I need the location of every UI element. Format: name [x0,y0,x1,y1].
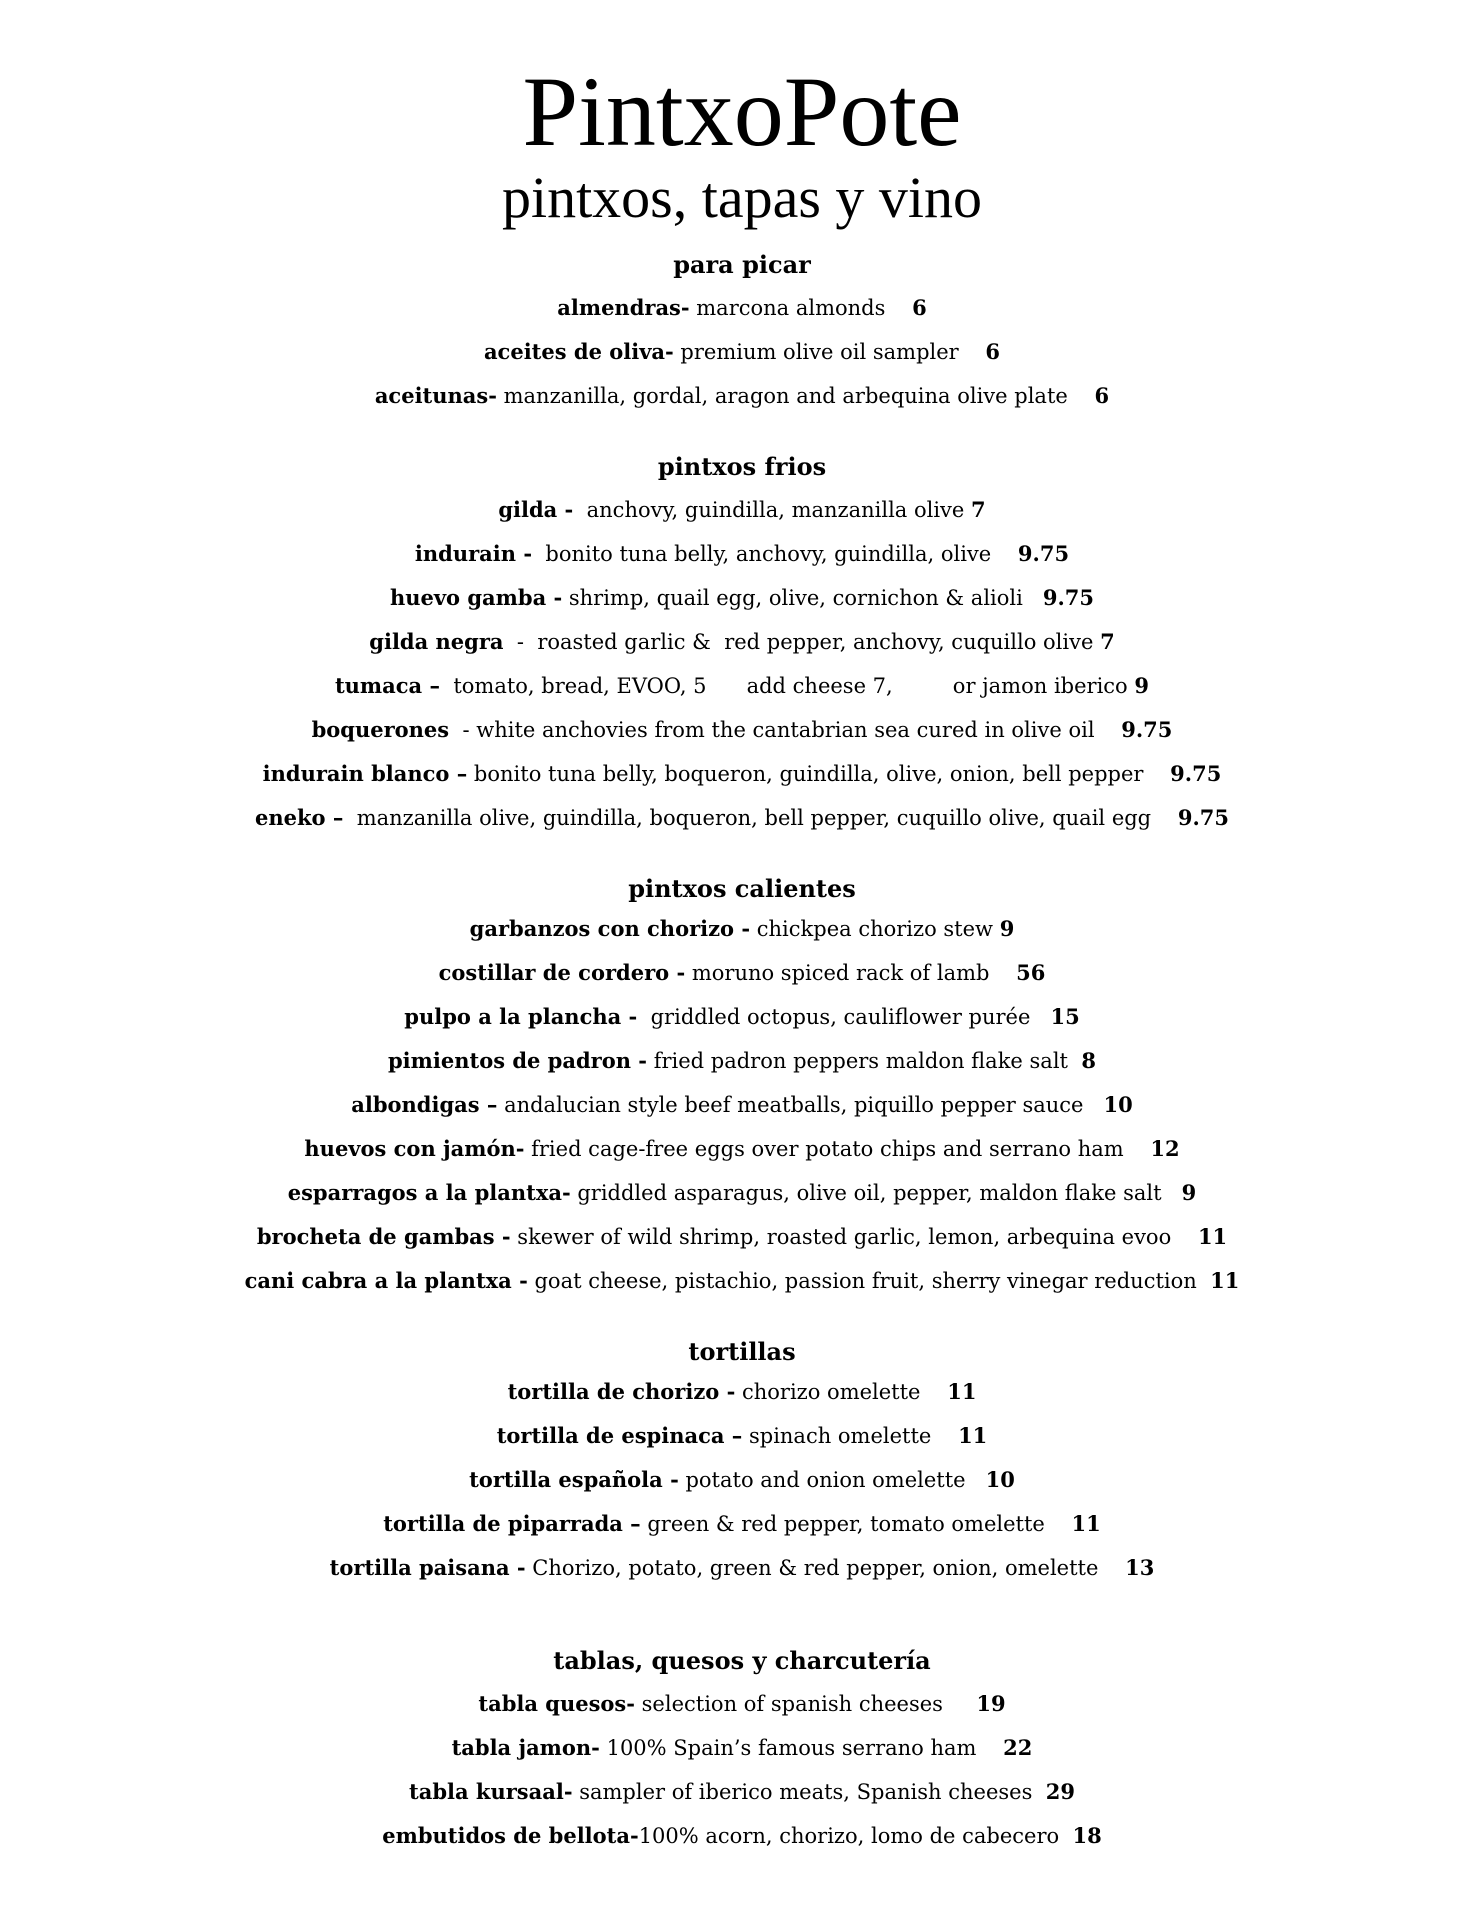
item-name: tortilla de piparrada – [383,1511,641,1536]
item-name: tumaca – [334,673,440,698]
item-description: manzanilla olive, guindilla, boqueron, bell pepper, cuquillo olive, quail egg [343,806,1152,830]
item-name: gilda negra [369,629,504,654]
item-price: 11 [1071,1511,1101,1536]
item-description: sampler of iberico meats, Spanish cheeses [572,1780,1033,1804]
menu-item [0,1039,1484,1083]
item-price: 9 [1134,673,1150,698]
item-description: manzanilla, gordal, aragon and arbequina olive plate [496,384,1068,408]
menu-item [0,1215,1484,1259]
item-name: indurain - [414,541,533,566]
item-name: embutidos de bellota- [382,1823,639,1848]
menu-item [0,1458,1484,1502]
item-price: 10 [985,1467,1015,1492]
item-price: 6 [1094,383,1110,408]
item-description: chickpea chorizo stew [750,917,994,941]
item-description: selection of spanish cheeses [634,1692,943,1716]
item-description: shrimp, quail egg, olive, cornichon & alioli [562,586,1023,610]
item-name: eneko – [254,805,344,830]
item-name: huevos con jamón- [304,1136,525,1161]
menu-item [0,708,1484,752]
section-title: pintxos calientes [628,874,856,903]
item-description: fried cage-free eggs over potato chips and serrano ham [524,1137,1124,1161]
item-description: bonito tuna belly, anchovy, guindilla, olive [532,542,992,566]
menu-item [0,1370,1484,1414]
item-name: indurain blanco – [262,761,468,786]
item-description: griddled asparagus, olive oil, pepper, maldon flake salt [570,1181,1162,1205]
item-price: 13 [1125,1555,1155,1580]
section-tortillas [0,1337,1484,1590]
item-name: tortilla de espinaca – [496,1423,743,1448]
item-name: esparragos a la plantxa- [287,1180,571,1205]
section-pintxos-calientes [0,874,1484,1303]
menu-item [0,576,1484,620]
item-price: 7 [971,497,986,522]
menu-item [0,1083,1484,1127]
item-price: 11 [1210,1268,1240,1293]
menu-item [0,330,1484,374]
item-name: almendras- [557,295,690,320]
item-name: pimientos de padron - [388,1048,648,1073]
menu-item [0,1546,1484,1590]
item-name: huevo gamba - [389,585,563,610]
item-description: fried padron peppers maldon flake salt [647,1049,1068,1073]
menu-item [0,1682,1484,1726]
item-price: 11 [947,1379,977,1404]
item-description: tomato, bread, EVOO, 5 add cheese 7, or jamon iberico [439,674,1128,698]
section-title: tablas, quesos y charcutería [553,1646,931,1675]
item-description: skewer of wild shrimp, roasted garlic, lemon, arbequina evoo [510,1225,1172,1249]
item-description: moruno spiced rack of lamb [685,961,990,985]
item-name: pulpo a la plancha - [404,1004,638,1029]
menu-item [0,620,1484,664]
item-price: 18 [1072,1823,1102,1848]
item-description: andalucian style beef meatballs, piquillo pepper sauce [497,1093,1084,1117]
item-description: goat cheese, pistachio, passion fruit, sherry vinegar reduction [527,1269,1197,1293]
item-name: garbanzos con chorizo - [469,916,751,941]
item-price: 6 [912,295,927,320]
item-description: bonito tuna belly, boqueron, guindilla, olive, onion, bell pepper [467,762,1144,786]
menu-item [0,532,1484,576]
item-price: 9 [1181,1180,1197,1205]
menu-item [0,1259,1484,1303]
item-description: anchovy, guindilla, manzanilla olive [573,498,965,522]
item-price: 12 [1150,1136,1180,1161]
item-description: 100% acorn, chorizo, lomo de cabecero [638,1824,1060,1848]
item-price: 9.75 [1042,585,1095,610]
item-price: 19 [976,1691,1006,1716]
restaurant-subtitle: pintxos, tapas y vino [501,165,983,230]
item-name: aceitunas- [374,383,497,408]
item-name: tabla kursaal- [409,1779,573,1804]
item-name: boquerones [311,717,450,742]
item-price: 8 [1081,1048,1096,1073]
menu-item [0,796,1484,840]
item-name: tortilla de chorizo - [507,1379,736,1404]
section-para-picar [0,250,1484,418]
section-tablas [0,1646,1484,1858]
section-title: tortillas [688,1337,796,1366]
item-name: albondigas – [351,1092,498,1117]
item-description: - roasted garlic & red pepper, anchovy, cuquillo olive [503,630,1094,654]
restaurant-title: PintxoPote [522,56,962,167]
menu-item [0,951,1484,995]
menu-item [0,1814,1484,1858]
item-price: 6 [985,339,1001,364]
item-price: 22 [1003,1735,1033,1760]
item-price: 9.75 [1177,805,1229,830]
item-description: griddled octopus, cauliflower purée [637,1005,1031,1029]
item-description: 100% Spain’s famous serrano ham [599,1736,977,1760]
item-description: green & red pepper, tomato omelette [640,1512,1045,1536]
menu-item [0,907,1484,951]
item-name: tortilla paisana - [329,1555,526,1580]
item-description: premium olive oil sampler [673,340,959,364]
menu-item [0,752,1484,796]
section-title: pintxos frios [657,452,827,481]
section-title: para picar [673,250,811,279]
menu-item [0,1770,1484,1814]
item-price: 11 [1197,1224,1228,1249]
item-description: chorizo omelette [735,1380,921,1404]
menu-item [0,1726,1484,1770]
item-name: brocheta de gambas - [256,1224,511,1249]
item-price: 29 [1045,1779,1075,1804]
item-description: potato and onion omelette [678,1468,966,1492]
item-name: tortilla española - [469,1467,679,1492]
menu-item [0,374,1484,418]
item-price: 15 [1050,1004,1080,1029]
item-price: 9.75 [1121,717,1173,742]
item-price: 10 [1103,1092,1133,1117]
menu-item [0,488,1484,532]
menu-item [0,286,1484,330]
menu-item [0,1171,1484,1215]
menu-item [0,1414,1484,1458]
item-description: spinach omelette [742,1424,932,1448]
item-description: Chorizo, potato, green & red pepper, onion, omelette [525,1556,1099,1580]
menu-item [0,1502,1484,1546]
item-price: 9 [999,916,1015,941]
item-name: gilda - [498,497,574,522]
item-description: - white anchovies from the cantabrian sea cured in olive oil [449,718,1095,742]
item-price: 9.75 [1017,541,1070,566]
item-name: costillar de cordero - [438,960,686,985]
item-price: 9.75 [1170,761,1222,786]
menu-item [0,1127,1484,1171]
section-pintxos-frios [0,452,1484,840]
item-description: marcona almonds [689,296,886,320]
menu-item [0,664,1484,708]
item-name: aceites de oliva- [483,339,674,364]
item-name: tabla jamon- [451,1735,600,1760]
item-price: 11 [958,1423,988,1448]
item-price: 7 [1100,629,1115,654]
item-name: tabla quesos- [478,1691,635,1716]
item-price: 56 [1016,960,1046,985]
menu-item [0,995,1484,1039]
item-name: cani cabra a la plantxa - [244,1268,528,1293]
